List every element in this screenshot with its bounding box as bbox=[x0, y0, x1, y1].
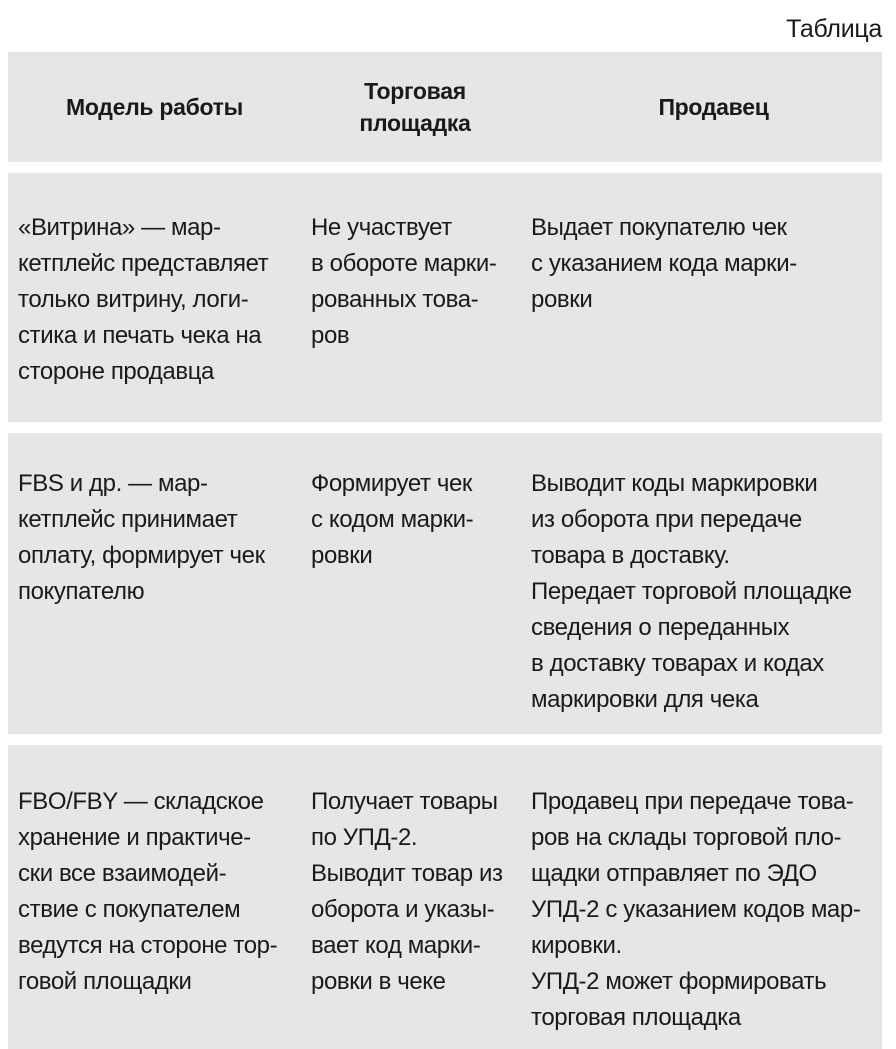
row-separator bbox=[8, 734, 882, 745]
cell-text-line: ров bbox=[311, 322, 350, 349]
cell-text-line: оборота и указы- bbox=[311, 896, 495, 923]
cell-text-line: Не участвует bbox=[311, 214, 452, 241]
cell-text-line: Передает торговой площадке bbox=[531, 578, 852, 605]
header-platform bbox=[305, 52, 525, 162]
cell-model bbox=[8, 173, 305, 422]
cell-text-line: с указанием кода марки- bbox=[531, 250, 797, 277]
cell-text-line: FBS и др. — мар- bbox=[18, 470, 208, 497]
cell-seller bbox=[525, 433, 882, 734]
cell-text-line: кетплейс представляет bbox=[18, 250, 269, 277]
row-separator bbox=[8, 162, 882, 173]
cell-text-line: УПД-2 с указанием кодов мар- bbox=[531, 896, 861, 923]
cell-model bbox=[8, 745, 305, 1049]
cell-text-line: УПД-2 может формировать bbox=[531, 968, 827, 995]
header-seller: Продавец bbox=[658, 94, 769, 120]
cell-text-line: в доставку товарах и кодах bbox=[531, 650, 824, 677]
table-caption: Таблица bbox=[786, 15, 882, 43]
cell-text-line: Выводит коды маркировки bbox=[531, 470, 818, 497]
cell-platform bbox=[305, 173, 525, 422]
cell-text-line: маркировки для чека bbox=[531, 686, 759, 713]
cell-text-line: вает код марки- bbox=[311, 932, 481, 959]
cell-text-line: щадки отправляет по ЭДО bbox=[531, 860, 817, 887]
header-platform-line: Торговая bbox=[364, 78, 466, 104]
cell-text-line: говой площадки bbox=[18, 968, 192, 995]
data-table bbox=[8, 52, 882, 1049]
table-row bbox=[8, 745, 882, 1049]
cell-text-line: из оборота при передаче bbox=[531, 506, 802, 533]
cell-text-line: FBO/FBY — складское bbox=[18, 788, 264, 815]
cell-text-line: оплату, формирует чек bbox=[18, 542, 265, 569]
cell-text-line: товара в доставку. bbox=[531, 542, 730, 569]
cell-seller bbox=[525, 173, 882, 422]
cell-text-line: хранение и практиче- bbox=[18, 824, 251, 851]
cell-text-line: кировки. bbox=[531, 932, 622, 959]
cell-text-line: ров на склады торговой пло- bbox=[531, 824, 842, 851]
cell-text-line: в обороте марки- bbox=[311, 250, 497, 277]
cell-text-line: стика и печать чека на bbox=[18, 322, 262, 349]
cell-text-line: с кодом марки- bbox=[311, 506, 474, 533]
cell-text-line: ски все взаимодей- bbox=[18, 860, 227, 887]
cell-text-line: ровки bbox=[311, 542, 373, 569]
row-separator bbox=[8, 422, 882, 433]
header-platform-line: площадка bbox=[359, 110, 471, 136]
cell-text-line: ровки в чеке bbox=[311, 968, 446, 995]
cell-seller bbox=[525, 745, 882, 1049]
cell-model bbox=[8, 433, 305, 734]
cell-text-line: Формирует чек bbox=[311, 470, 473, 497]
cell-text-line: покупателю bbox=[18, 578, 145, 605]
cell-text-line: Продавец при передаче това- bbox=[531, 788, 854, 815]
header-model: Модель работы bbox=[66, 94, 243, 120]
cell-text-line: по УПД-2. bbox=[311, 824, 418, 851]
cell-text-line: Получает товары bbox=[311, 788, 498, 815]
cell-text-line: ровки bbox=[531, 286, 593, 313]
cell-text-line: рованных това- bbox=[311, 286, 479, 313]
cell-platform bbox=[305, 433, 525, 734]
cell-platform bbox=[305, 745, 525, 1049]
cell-text-line: только витрину, логи- bbox=[18, 286, 249, 313]
cell-text-line: «Витрина» — мар- bbox=[18, 214, 221, 241]
cell-text-line: Выдает покупателю чек bbox=[531, 214, 787, 241]
cell-text-line: ствие с покупателем bbox=[18, 896, 241, 923]
table-header bbox=[8, 52, 882, 162]
cell-text-line: стороне продавца bbox=[18, 358, 214, 385]
table-row bbox=[8, 173, 882, 422]
cell-text-line: Выводит товар из bbox=[311, 860, 503, 887]
cell-text-line: сведения о переданных bbox=[531, 614, 790, 641]
cell-text-line: кетплейс принимает bbox=[18, 506, 238, 533]
table-row bbox=[8, 433, 882, 734]
cell-text-line: торговая площадка bbox=[531, 1004, 741, 1031]
cell-text-line: ведутся на стороне тор- bbox=[18, 932, 278, 959]
